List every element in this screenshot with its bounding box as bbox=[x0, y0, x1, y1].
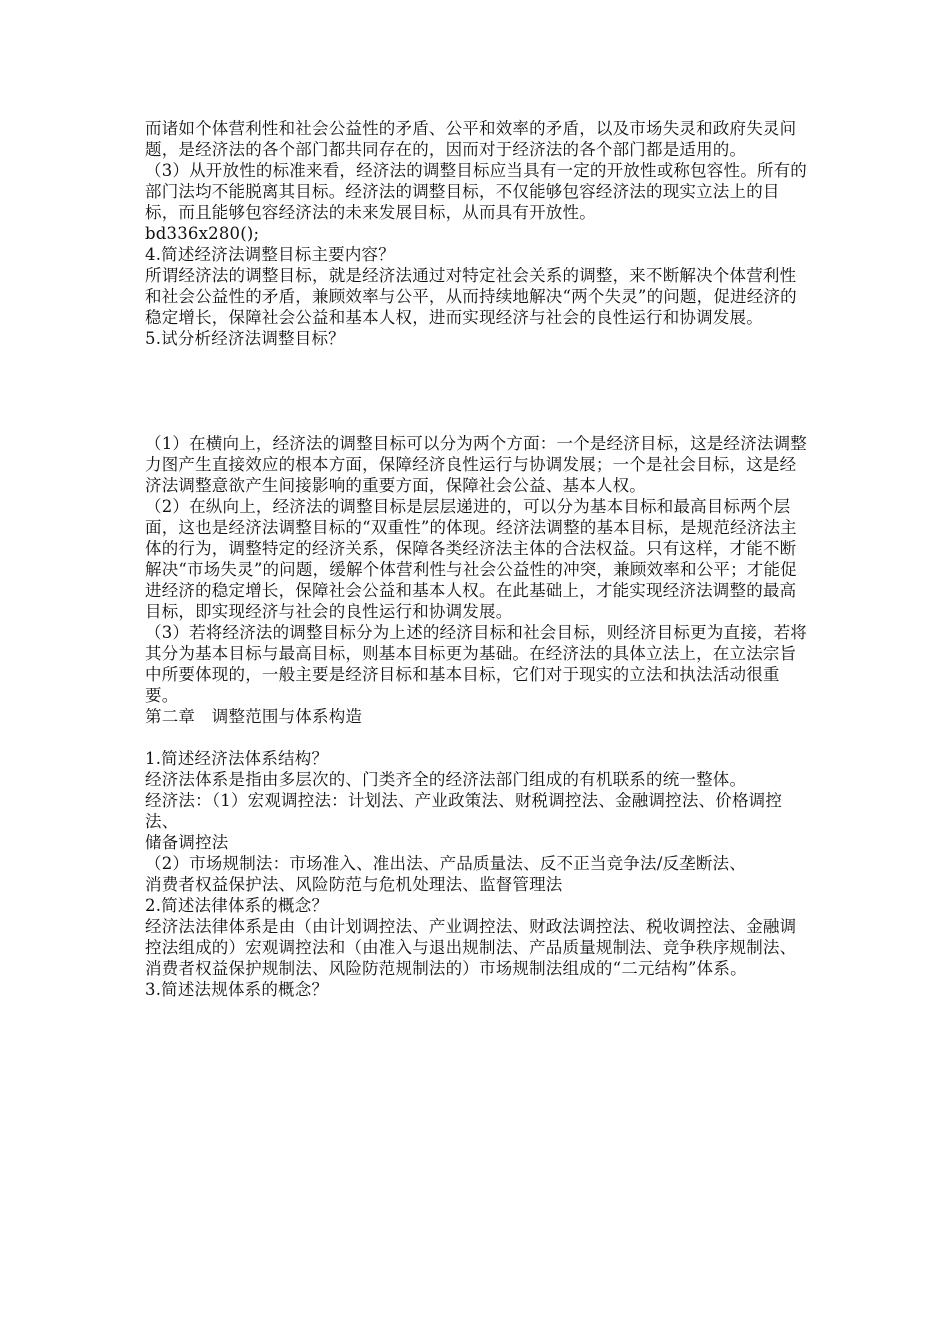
paragraph-horizontal: （1）在横向上，经济法的调整目标可以分为两个方面：一个是经济目标，这是经济法调整力图产生直接效应的根本方面，保障经济良性运行与协调发展；一个是社会目标，这是经济法调整意欲产生间接影响的重要方面，保障社会公益、基本人权。 bbox=[145, 434, 807, 495]
paragraph-contradictions: 而诸如个体营利性和社会公益性的矛盾、公平和效率的矛盾，以及市场失灵和政府失灵问题，是经济法的各个部门都共同存在的，因而对于经济法的各个部门都是适用的。 bbox=[145, 119, 797, 159]
list-market-regulation: （2）市场规制法：市场准入、准出法、产品质量法、反不正当竞争法/反垄断法、 bbox=[145, 854, 746, 873]
answer-2: 经济法法律体系是由（由计划调控法、产业调控法、财政法调控法、税收调控法、金融调控法组成的）宏观调控法和（由准入与退出规制法、产品质量规制法、竞争秩序规制法、消费者权益保护规制法、风险防范规制法的）市场规制法组成的“二元结构”体系。 bbox=[145, 917, 797, 978]
paragraph-vertical: （2）在纵向上，经济法的调整目标是层层递进的，可以分为基本目标和最高目标两个层面，这也是经济法调整目标的“双重性”的体现。经济法调整的基本目标，是规范经济法主体的行为，调整特定的经济关系，保障各类经济法主体的合法权益。只有这样，才能不断解决“市场失灵”的问题，缓解个体营利性与社会公益性的冲突，兼顾效率和公平；才能促进经济的稳定增长，保障社会公益和基本人权。在此基础上，才能实现经济法调整的最高目标，即实现经济与社会的良性运行和协调发展。 bbox=[145, 497, 797, 621]
question-3: 3.简述法规体系的概念？ bbox=[145, 980, 329, 999]
question-4: 4.简述经济法调整目标主要内容？ bbox=[145, 245, 395, 264]
chapter-heading: 第二章 调整范围与体系构造 bbox=[145, 707, 363, 726]
list-macro-control: 经济法：（1）宏观调控法：计划法、产业政策法、财税调控法、金融调控法、价格调控法、 bbox=[145, 791, 783, 831]
list-market-regulation-cont: 消费者权益保护法、风险防范与危机处理法、监督管理法 bbox=[145, 875, 563, 894]
blank-line bbox=[145, 727, 810, 748]
question-5: 5.试分析经济法调整目标？ bbox=[145, 329, 345, 348]
section-top bbox=[145, 118, 810, 349]
ad-placeholder-text: bd336x280(); bbox=[145, 224, 260, 243]
section-middle bbox=[145, 433, 810, 727]
document-page bbox=[145, 118, 810, 1000]
blank-gap bbox=[145, 349, 810, 433]
paragraph-classification: （3）若将经济法的调整目标分为上述的经济目标和社会目标，则经济目标更为直接，若将其分为基本目标与最高目标，则基本目标更为基础。在经济法的具体立法上，在立法宗旨中所要体现的，一般主要是经济目标和基本目标，它们对于现实的立法和执法活动很重要。 bbox=[145, 623, 807, 705]
paragraph-openness: （3）从开放性的标准来看，经济法的调整目标应当具有一定的开放性或称包容性。所有的部门法均不能脱离其目标。经济法的调整目标，不仅能够包容经济法的现实立法上的目标，而且能够包容经济法的未来发展目标，从而具有开放性。 bbox=[145, 161, 807, 222]
answer-4: 所谓经济法的调整目标，就是经济法通过对特定社会关系的调整，来不断解决个体营利性和社会公益性的矛盾，兼顾效率与公平，从而持续地解决“两个失灵”的问题，促进经济的稳定增长，保障社会公益和基本人权，进而实现经济与社会的良性运行和协调发展。 bbox=[145, 266, 797, 327]
list-macro-control-cont: 储备调控法 bbox=[145, 833, 229, 852]
question-1: 1.简述经济法体系结构？ bbox=[145, 749, 329, 768]
answer-1: 经济法体系是指由多层次的、门类齐全的经济法部门组成的有机联系的统一整体。 bbox=[145, 770, 747, 789]
section-bottom bbox=[145, 748, 810, 1000]
question-2: 2.简述法律体系的概念？ bbox=[145, 896, 329, 915]
